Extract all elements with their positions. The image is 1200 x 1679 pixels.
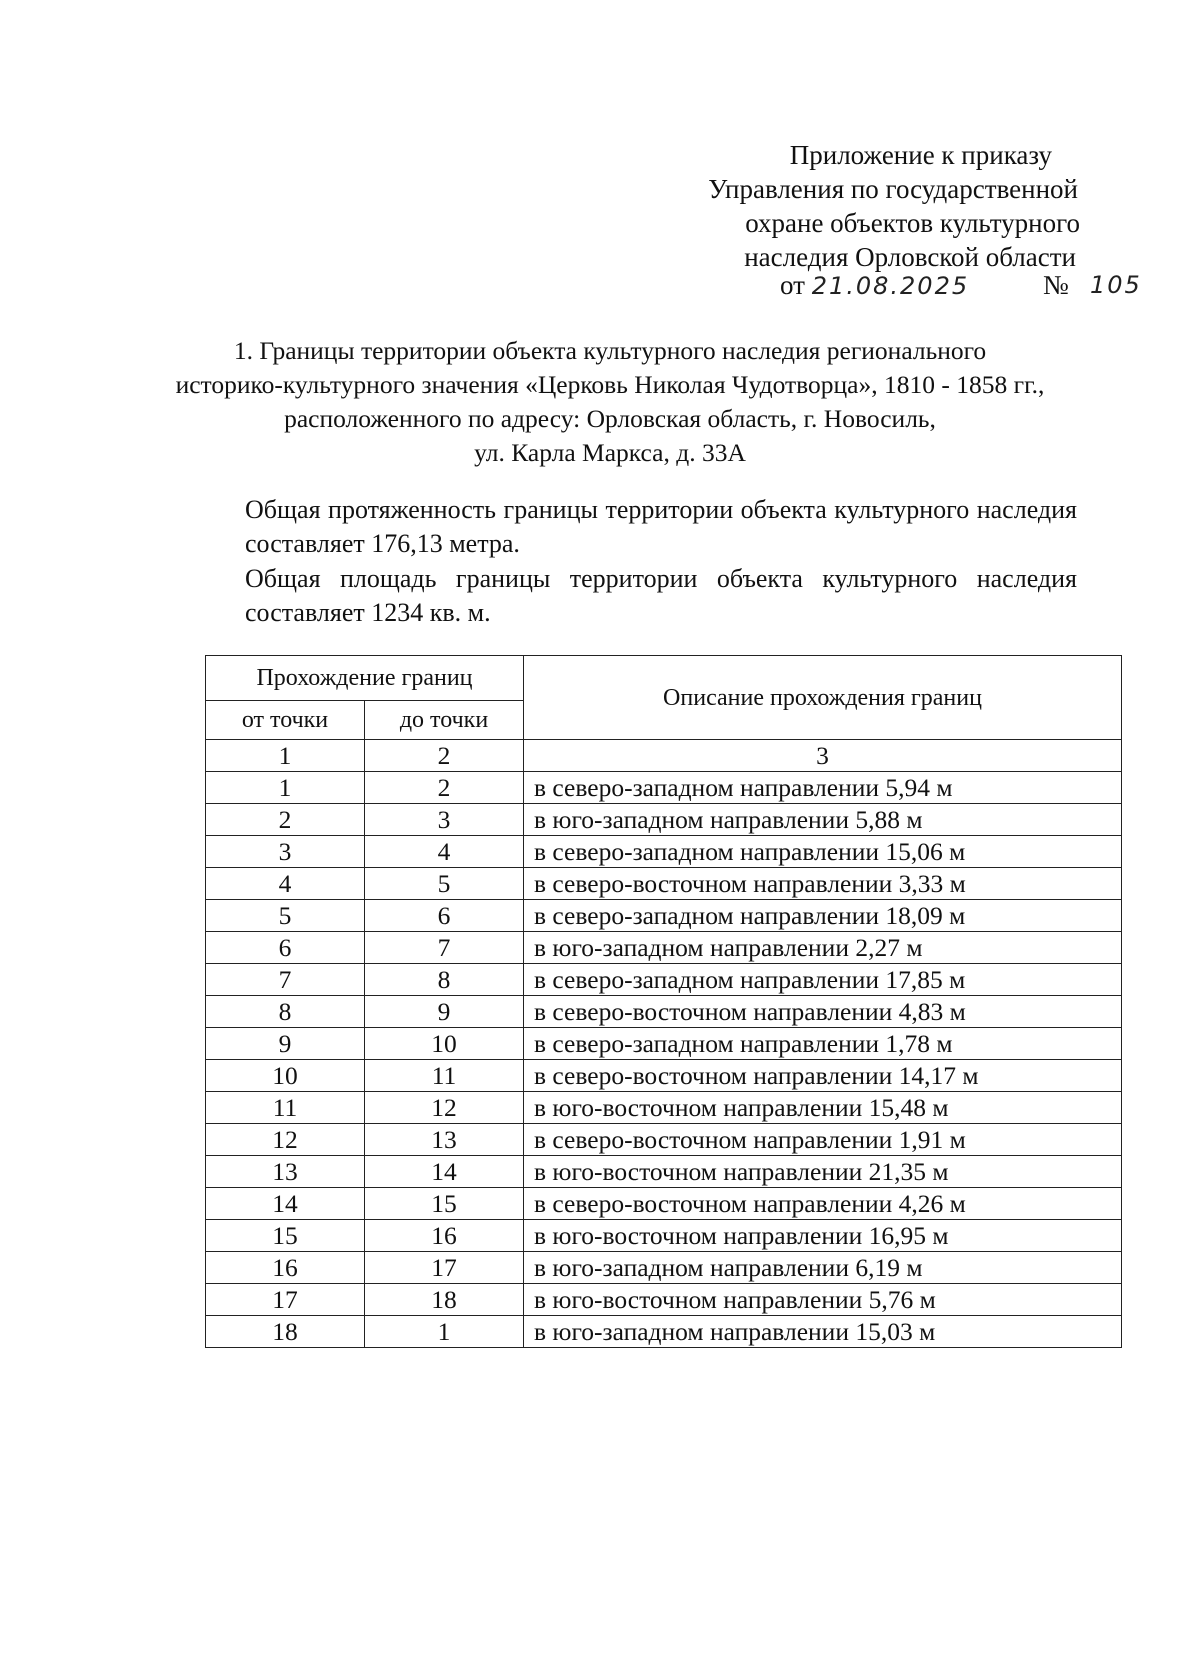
heading-line: ул. Карла Маркса, д. 33А (474, 438, 746, 467)
date-prefix: от (780, 270, 805, 300)
table-row (206, 996, 1122, 1028)
to-point-cell: 4 (365, 836, 524, 868)
number-label: № (1043, 270, 1069, 300)
table-row (206, 1220, 1122, 1252)
from-point-cell: 13 (206, 1156, 365, 1188)
table-row (206, 1092, 1122, 1124)
from-point-cell: 9 (206, 1028, 365, 1060)
table-row (206, 1252, 1122, 1284)
appendix-line: Управления по государственной (708, 174, 1078, 204)
table-row (206, 804, 1122, 836)
table-row (206, 1156, 1122, 1188)
header-to-point: до точки (365, 701, 524, 740)
to-point-cell: 8 (365, 964, 524, 996)
description-cell: в северо-западном направлении 15,06 м (524, 836, 1122, 868)
description-cell: в северо-восточном направлении 3,33 м (524, 868, 1122, 900)
to-point-cell: 1 (365, 1316, 524, 1348)
from-point-cell: 8 (206, 996, 365, 1028)
description-cell: в северо-западном направлении 18,09 м (524, 900, 1122, 932)
appendix-line: Приложение к приказу (789, 140, 1052, 170)
to-point-cell: 14 (365, 1156, 524, 1188)
from-point-cell: 16 (206, 1252, 365, 1284)
area-text: Общая площадь границы территории объекта культурного наследия составляет 1234 кв. м. (245, 564, 1077, 627)
to-point-cell: 17 (365, 1252, 524, 1284)
table-row (206, 1060, 1122, 1092)
to-point-cell: 3 (365, 804, 524, 836)
appendix-block (708, 138, 1078, 274)
from-point-cell: 7 (206, 964, 365, 996)
handwritten-date: 21.08.2025 (811, 272, 970, 300)
from-point-cell: 2 (206, 804, 365, 836)
length-paragraph (177, 493, 1077, 561)
to-point-cell: 9 (365, 996, 524, 1028)
table-row (206, 900, 1122, 932)
appendix-line: охране объектов культурного (745, 208, 1080, 238)
header-from-point: от точки (206, 701, 365, 740)
heading-line: 1. Границы территории объекта культурного наследия регионального (233, 336, 987, 365)
from-point-cell: 4 (206, 868, 365, 900)
table-row (206, 1124, 1122, 1156)
header-boundary-passage: Прохождение границ (206, 656, 524, 701)
header-description: Описание прохождения границ (524, 656, 1122, 740)
from-point-cell: 1 (206, 772, 365, 804)
table-row (206, 868, 1122, 900)
table-row (206, 1028, 1122, 1060)
description-cell: в юго-восточном направлении 5,76 м (524, 1284, 1122, 1316)
table-header-row (206, 656, 1122, 701)
from-point-cell: 11 (206, 1092, 365, 1124)
description-cell: в юго-восточном направлении 15,48 м (524, 1092, 1122, 1124)
to-point-cell: 5 (365, 868, 524, 900)
table-row (206, 1188, 1122, 1220)
heading-line: историко-культурного значения «Церковь Николая Чудотворца», 1810 - 1858 гг., (175, 370, 1045, 399)
description-cell: в юго-западном направлении 6,19 м (524, 1252, 1122, 1284)
boundary-table-body (206, 656, 1122, 1348)
to-point-cell: 18 (365, 1284, 524, 1316)
from-point-cell: 5 (206, 900, 365, 932)
description-cell: в северо-восточном направлении 4,26 м (524, 1188, 1122, 1220)
to-point-cell: 12 (365, 1092, 524, 1124)
from-point-cell: 15 (206, 1220, 365, 1252)
description-cell: в юго-западном направлении 5,88 м (524, 804, 1122, 836)
from-point-cell: 3 (206, 836, 365, 868)
order-date-line (780, 268, 1142, 303)
length-text: Общая протяженность границы территории объекта культурного наследия составляет 176,13 метра. (245, 495, 1077, 558)
to-point-cell: 16 (365, 1220, 524, 1252)
description-cell: в северо-западном направлении 1,78 м (524, 1028, 1122, 1060)
appendix-line: наследия Орловской области (744, 242, 1076, 272)
column-number-row (206, 740, 1122, 772)
area-paragraph (177, 562, 1077, 630)
to-point-cell: 13 (365, 1124, 524, 1156)
from-point-cell: 14 (206, 1188, 365, 1220)
table-row (206, 964, 1122, 996)
table-row (206, 772, 1122, 804)
table-row (206, 1284, 1122, 1316)
description-cell: в юго-западном направлении 2,27 м (524, 932, 1122, 964)
from-point-cell: 12 (206, 1124, 365, 1156)
handwritten-number: 105 (1090, 271, 1142, 299)
from-point-cell: 18 (206, 1316, 365, 1348)
description-cell: в северо-восточном направлении 4,83 м (524, 996, 1122, 1028)
section-heading (160, 334, 1060, 470)
from-point-cell: 10 (206, 1060, 365, 1092)
table-row (206, 836, 1122, 868)
from-point-cell: 6 (206, 932, 365, 964)
to-point-cell: 15 (365, 1188, 524, 1220)
description-cell: в юго-восточном направлении 16,95 м (524, 1220, 1122, 1252)
description-cell: в северо-западном направлении 5,94 м (524, 772, 1122, 804)
table-row (206, 932, 1122, 964)
description-cell: в юго-восточном направлении 21,35 м (524, 1156, 1122, 1188)
from-point-cell: 17 (206, 1284, 365, 1316)
to-point-cell: 10 (365, 1028, 524, 1060)
to-point-cell: 2 (365, 772, 524, 804)
column-number: 2 (365, 740, 524, 772)
description-cell: в северо-западном направлении 17,85 м (524, 964, 1122, 996)
to-point-cell: 11 (365, 1060, 524, 1092)
heading-line: расположенного по адресу: Орловская область, г. Новосиль, (284, 404, 936, 433)
table-row (206, 1316, 1122, 1348)
column-number: 1 (206, 740, 365, 772)
to-point-cell: 7 (365, 932, 524, 964)
boundary-table (205, 655, 1122, 1348)
column-number: 3 (524, 740, 1122, 772)
description-cell: в северо-восточном направлении 14,17 м (524, 1060, 1122, 1092)
description-cell: в юго-западном направлении 15,03 м (524, 1316, 1122, 1348)
to-point-cell: 6 (365, 900, 524, 932)
description-cell: в северо-восточном направлении 1,91 м (524, 1124, 1122, 1156)
